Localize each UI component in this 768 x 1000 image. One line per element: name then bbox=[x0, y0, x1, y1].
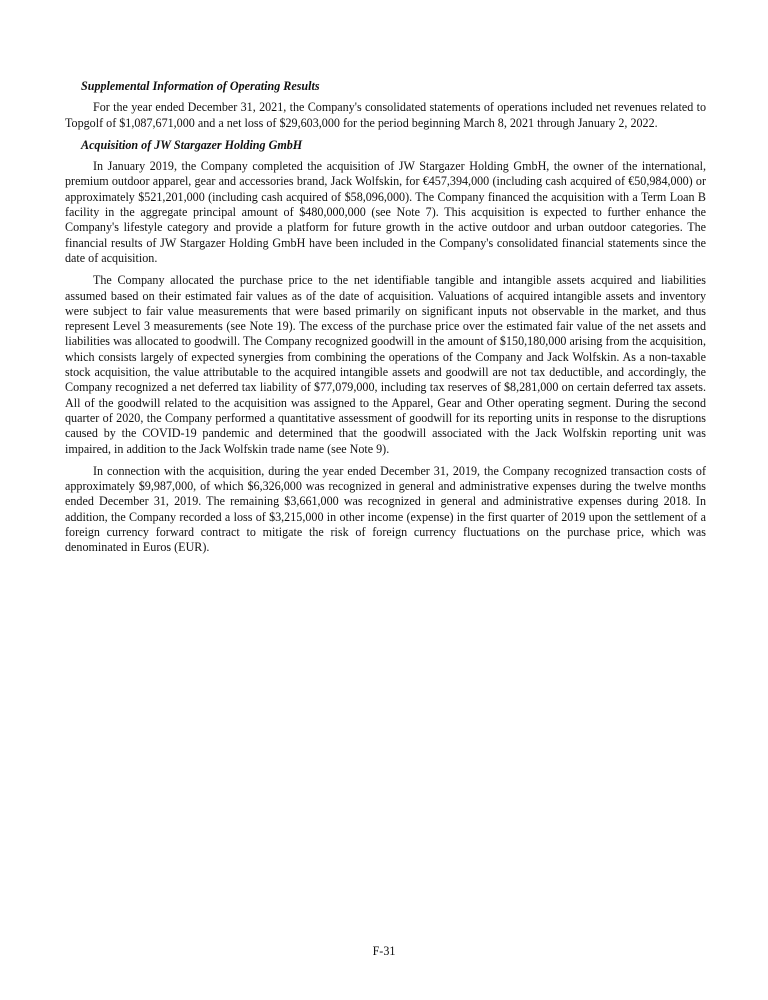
document-body bbox=[65, 79, 706, 563]
paragraph-acquisition-overview: In January 2019, the Company completed the acquisition of JW Stargazer Holding GmbH, the owner of the international, premium outdoor apparel, gear and accessories brand, Jack Wolfskin, for €457,394,000 (including cash acquired of €50,984,000) or approximately $521,201,000 (including cash acquired of $58,096,000). The Company financed the acquisition with a Term Loan B facility in the aggregate principal amount of $480,000,000 (see Note 7). This acquisition is expected to further enhance the Company's lifestyle category and provide a platform for future growth in the active outdoor and urban outdoor categories. The financial results of JW Stargazer Holding GmbH have been included in the Company's consolidated financial statements since the date of acquisition. bbox=[65, 159, 706, 265]
paragraph-transaction-costs: In connection with the acquisition, during the year ended December 31, 2019, the Company recognized transaction costs of approximately $9,987,000, of which $6,326,000 was recognized in general and administrative expenses during the twelve months ended December 31, 2019. The remaining $3,661,000 was recognized in general and administrative expenses during 2018. In addition, the Company recorded a loss of $3,215,000 in other income (expense) in the first quarter of 2019 upon the settlement of a foreign currency forward contract to mitigate the risk of foreign currency fluctuations on the purchase price, which was denominated in Euros (EUR). bbox=[65, 463, 706, 555]
paragraph-purchase-allocation: The Company allocated the purchase price to the net identifiable tangible and intangible assets acquired and liabilities assumed based on their estimated fair values as of the date of acquisition. Valuations of acquired intangible assets and inventory were subject to fair value measurements that were based primarily on significant inputs not observable in the market, and thus represent Level 3 measurements (see Note 19). The excess of the purchase price over the estimated fair value of the net assets and liabilities was allocated to goodwill. The Company recognized goodwill in the amount of $150,180,000 arising from the acquisition, which consists largely of expected synergies from combining the operations of the Company and Jack Wolfskin. As a non-taxable stock acquisition, the value attributable to the acquired intangible assets and goodwill are not tax deductible, and accordingly, the Company recognized a net deferred tax liability of $77,079,000, including tax reserves of $8,281,000 on certain deferred tax assets. All of the goodwill related to the acquisition was assigned to the Apparel, Gear and Other operating segment. During the second quarter of 2020, the Company performed a quantitative assessment of goodwill for its reporting units in response to the disruptions caused by the COVID-19 pandemic and determined that the goodwill associated with the Jack Wolfskin reporting unit was impaired, in addition to the Jack Wolfskin trade name (see Note 9). bbox=[65, 273, 706, 456]
section-heading-acquisition: Acquisition of JW Stargazer Holding GmbH bbox=[81, 137, 303, 152]
page-number: F-31 bbox=[372, 944, 396, 958]
section-heading-supplemental: Supplemental Information of Operating Results bbox=[81, 79, 320, 93]
paragraph-topgolf-results: For the year ended December 31, 2021, the Company's consolidated statements of operations included net revenues related to Topgolf of $1,087,671,000 and a net loss of $29,603,000 for the period beginning March 8, 2021 through January 2, 2022. bbox=[65, 100, 706, 130]
